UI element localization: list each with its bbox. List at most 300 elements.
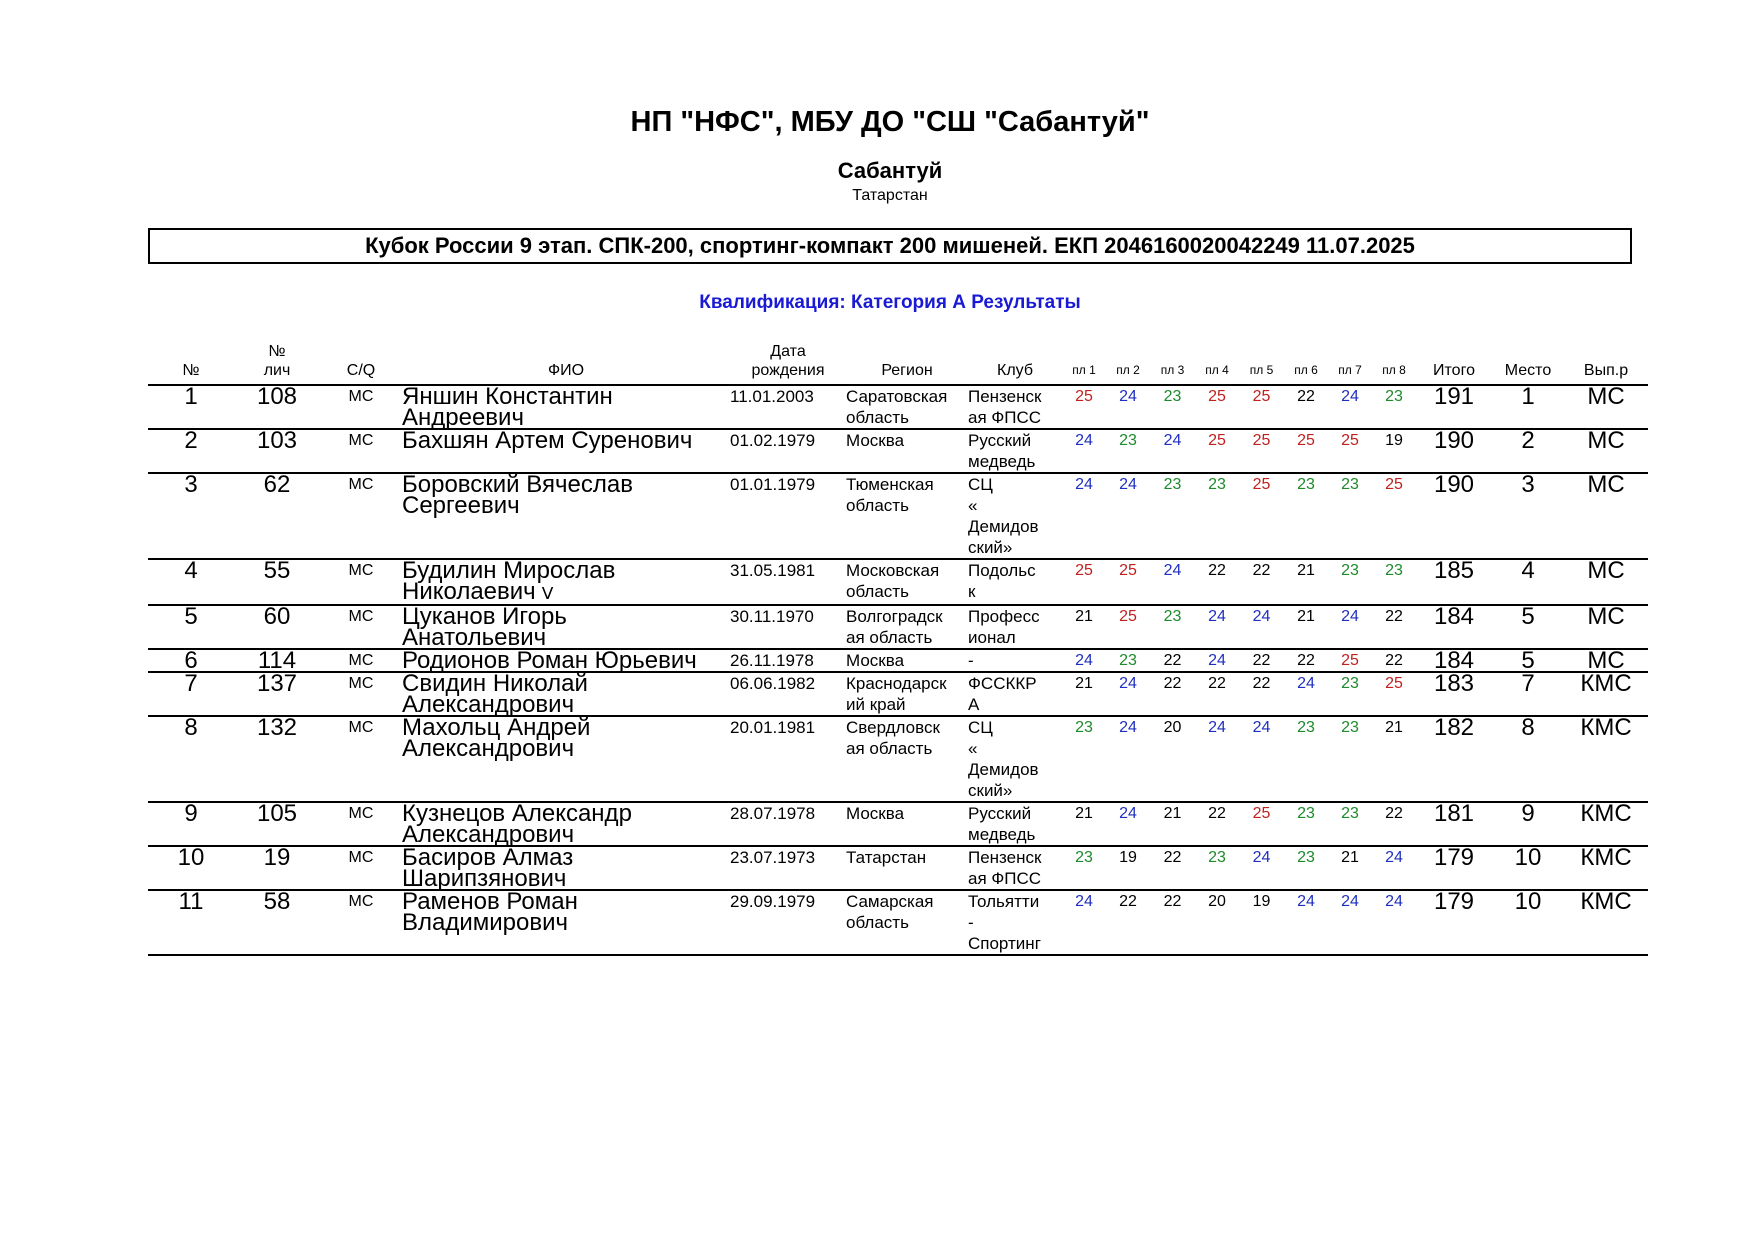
cell-score-pl4: 25	[1195, 385, 1239, 429]
region-line: область	[846, 496, 909, 515]
club-line: -	[968, 651, 974, 670]
cell-lic: 103	[234, 429, 320, 473]
fio-line1: Басиров Алмаз	[402, 844, 574, 871]
club-line: Демидов	[968, 760, 1039, 779]
table-header-row	[148, 342, 1648, 385]
cell-score-pl4: 22	[1195, 802, 1239, 846]
cell-region	[846, 890, 968, 955]
cell-region	[846, 429, 968, 473]
cell-score-pl2: 22	[1106, 890, 1150, 955]
cell-score-pl3: 22	[1150, 649, 1195, 672]
region-line: Москва	[846, 804, 905, 823]
cell-score-pl4: 22	[1195, 559, 1239, 605]
region-line: Тюменская	[846, 475, 934, 494]
cell-region	[846, 385, 968, 429]
fio-line2: Александрович	[402, 691, 575, 718]
event-title-box	[148, 228, 1632, 264]
cell-cq: МС	[320, 605, 402, 649]
cell-region	[846, 559, 968, 605]
cell-num: 7	[148, 672, 234, 716]
cell-score-pl8: 23	[1372, 385, 1416, 429]
cell-score-pl6: 25	[1284, 429, 1328, 473]
fio-line2: Андреевич	[402, 404, 524, 431]
col-pl2-header: пл 2	[1106, 342, 1150, 385]
cell-score-pl5: 25	[1239, 385, 1284, 429]
cell-num: 4	[148, 559, 234, 605]
cell-dob: 29.09.1979	[730, 890, 846, 955]
club-line: к	[968, 582, 976, 601]
col-dob-header-line1: Дата	[770, 343, 806, 360]
fio-line2: Николаевич	[402, 578, 536, 605]
fio-line2: Александрович	[402, 735, 575, 762]
cell-score-pl3: 23	[1150, 473, 1195, 559]
cell-score-pl7: 25	[1328, 429, 1372, 473]
cell-score-pl3: 24	[1150, 559, 1195, 605]
club-line: ФССККР	[968, 674, 1037, 693]
table-row	[148, 473, 1648, 559]
cell-score-pl5: 19	[1239, 890, 1284, 955]
cell-club	[968, 890, 1062, 955]
region-line: Московская	[846, 561, 940, 580]
cell-score-pl5: 24	[1239, 846, 1284, 890]
cell-region	[846, 605, 968, 649]
cell-rank: МС	[1564, 559, 1648, 605]
table-row	[148, 605, 1648, 649]
col-fio-header: ФИО	[402, 342, 730, 385]
fio-line1: Яншин Константин	[402, 383, 613, 410]
cell-cq: МС	[320, 559, 402, 605]
cell-club	[968, 385, 1062, 429]
cell-score-pl4: 24	[1195, 649, 1239, 672]
col-cq-header: C/Q	[320, 342, 402, 385]
cell-rank: КМС	[1564, 846, 1648, 890]
col-rank-header: Вып.р	[1564, 342, 1648, 385]
fio-line1: Свидин Николай	[402, 670, 588, 697]
region-line: Краснодарск	[846, 674, 947, 693]
cell-score-pl1: 24	[1062, 429, 1106, 473]
cell-cq: МС	[320, 649, 402, 672]
fio-line1: Будилин Мирослав	[402, 557, 616, 584]
cell-club	[968, 649, 1062, 672]
fio-line2: Сергеевич	[402, 492, 520, 519]
cell-score-pl7: 23	[1328, 473, 1372, 559]
fio-line1: Боровский Вячеслав	[402, 471, 633, 498]
cell-score-pl1: 21	[1062, 605, 1106, 649]
region-line: Свердловск	[846, 718, 940, 737]
col-pl7-header: пл 7	[1328, 342, 1372, 385]
cell-score-pl8: 22	[1372, 649, 1416, 672]
cell-score-pl2: 23	[1106, 429, 1150, 473]
cell-score-pl7: 21	[1328, 846, 1372, 890]
club-line: -	[968, 913, 974, 932]
cell-score-pl8: 23	[1372, 559, 1416, 605]
cell-region	[846, 716, 968, 802]
cell-total: 190	[1416, 429, 1492, 473]
cell-score-pl2: 24	[1106, 672, 1150, 716]
cell-score-pl6: 21	[1284, 559, 1328, 605]
cell-rank: КМС	[1564, 890, 1648, 955]
fio-line2: Владимирович	[402, 909, 569, 936]
cell-place: 7	[1492, 672, 1564, 716]
cell-club	[968, 802, 1062, 846]
cell-score-pl1: 23	[1062, 716, 1106, 802]
cell-lic: 55	[234, 559, 320, 605]
cell-score-pl5: 25	[1239, 802, 1284, 846]
venue-region: Татарстан	[852, 187, 928, 204]
cell-club	[968, 672, 1062, 716]
cell-cq: МС	[320, 429, 402, 473]
region-line: ий край	[846, 695, 906, 714]
cell-score-pl3: 20	[1150, 716, 1195, 802]
table-row	[148, 672, 1648, 716]
club-line: ая ФПСС	[968, 869, 1042, 888]
cell-fio	[402, 672, 730, 716]
table-row	[148, 649, 1648, 672]
cell-num: 8	[148, 716, 234, 802]
cell-score-pl8: 22	[1372, 802, 1416, 846]
region-line: Волгоградск	[846, 607, 943, 626]
cell-score-pl6: 23	[1284, 473, 1328, 559]
col-pl8-header: пл 8	[1372, 342, 1416, 385]
cell-score-pl6: 22	[1284, 385, 1328, 429]
event-title: Кубок России 9 этап. СПК-200, спортинг-компакт 200 мишеней. ЕКП 2046160020042249 11.07.2025	[365, 233, 1415, 258]
cell-score-pl1: 24	[1062, 890, 1106, 955]
region-line: Москва	[846, 431, 905, 450]
organization-title: НП "НФС", МБУ ДО "СШ "Сабантуй"	[630, 106, 1150, 138]
club-line: медведь	[968, 825, 1036, 844]
fio-line2: Анатольевич	[402, 624, 547, 651]
cell-place: 10	[1492, 890, 1564, 955]
cell-place: 2	[1492, 429, 1564, 473]
cell-num: 2	[148, 429, 234, 473]
cell-total: 182	[1416, 716, 1492, 802]
fio-line2: Шарипзянович	[402, 865, 567, 892]
cell-rank: МС	[1564, 649, 1648, 672]
cell-score-pl2: 24	[1106, 385, 1150, 429]
cell-lic: 62	[234, 473, 320, 559]
col-pl5-header: пл 5	[1239, 342, 1284, 385]
cell-rank: МС	[1564, 473, 1648, 559]
cell-score-pl2: 24	[1106, 802, 1150, 846]
cell-num: 1	[148, 385, 234, 429]
cell-score-pl5: 24	[1239, 605, 1284, 649]
cell-score-pl4: 22	[1195, 672, 1239, 716]
cell-region	[846, 846, 968, 890]
club-line: А	[968, 695, 980, 714]
fio-line1: Бахшян Артем Суренович	[402, 427, 693, 454]
cell-club	[968, 559, 1062, 605]
cell-score-pl2: 25	[1106, 605, 1150, 649]
cell-rank: МС	[1564, 605, 1648, 649]
cell-score-pl8: 21	[1372, 716, 1416, 802]
region-line: область	[846, 913, 909, 932]
club-line: Пензенск	[968, 848, 1042, 867]
fio-line1: Цуканов Игорь	[402, 603, 567, 630]
col-num-header: №	[148, 342, 234, 385]
cell-total: 191	[1416, 385, 1492, 429]
col-lic-header-line2: лич	[263, 362, 291, 379]
cell-score-pl3: 22	[1150, 672, 1195, 716]
cell-score-pl7: 23	[1328, 559, 1372, 605]
cell-lic: 114	[234, 649, 320, 672]
club-line: ая ФПСС	[968, 408, 1042, 427]
venue-title: Сабантуй	[837, 158, 943, 183]
cell-fio	[402, 716, 730, 802]
cell-total: 183	[1416, 672, 1492, 716]
cell-lic: 108	[234, 385, 320, 429]
cell-rank: МС	[1564, 385, 1648, 429]
col-pl1-header: пл 1	[1062, 342, 1106, 385]
cell-dob: 01.02.1979	[730, 429, 846, 473]
cell-lic: 105	[234, 802, 320, 846]
cell-dob: 06.06.1982	[730, 672, 846, 716]
cell-total: 185	[1416, 559, 1492, 605]
cell-num: 11	[148, 890, 234, 955]
cell-score-pl7: 25	[1328, 649, 1372, 672]
cell-score-pl8: 24	[1372, 890, 1416, 955]
table-row	[148, 716, 1648, 802]
region-line: Татарстан	[846, 848, 927, 867]
cell-fio	[402, 385, 730, 429]
cell-cq: МС	[320, 716, 402, 802]
cell-lic: 58	[234, 890, 320, 955]
col-lic-header	[234, 342, 320, 385]
cell-dob: 26.11.1978	[730, 649, 846, 672]
col-pl4-header: пл 4	[1195, 342, 1239, 385]
cell-dob: 28.07.1978	[730, 802, 846, 846]
cell-score-pl3: 22	[1150, 846, 1195, 890]
fio-line2: Александрович	[402, 821, 575, 848]
region-line: Москва	[846, 651, 905, 670]
cell-dob: 11.01.2003	[730, 385, 846, 429]
cell-score-pl1: 25	[1062, 385, 1106, 429]
table-row	[148, 559, 1648, 605]
cell-fio	[402, 802, 730, 846]
cell-num: 6	[148, 649, 234, 672]
cell-score-pl5: 25	[1239, 429, 1284, 473]
cell-place: 5	[1492, 605, 1564, 649]
cell-score-pl3: 24	[1150, 429, 1195, 473]
results-subtitle: Квалификация: Категория А Результаты	[699, 292, 1081, 313]
cell-region	[846, 473, 968, 559]
region-line: ая область	[846, 628, 933, 647]
cell-num: 10	[148, 846, 234, 890]
cell-score-pl8: 25	[1372, 672, 1416, 716]
club-line: Русский	[968, 431, 1032, 450]
cell-lic: 137	[234, 672, 320, 716]
cell-score-pl4: 24	[1195, 605, 1239, 649]
cell-total: 181	[1416, 802, 1492, 846]
cell-rank: КМС	[1564, 672, 1648, 716]
cell-lic: 132	[234, 716, 320, 802]
cell-place: 3	[1492, 473, 1564, 559]
cell-score-pl3: 23	[1150, 385, 1195, 429]
cell-score-pl8: 22	[1372, 605, 1416, 649]
table-row	[148, 890, 1648, 955]
table-row	[148, 802, 1648, 846]
col-region-header: Регион	[846, 342, 968, 385]
club-line: Подольс	[968, 561, 1036, 580]
col-lic-header-line1: №	[268, 343, 286, 360]
cell-place: 9	[1492, 802, 1564, 846]
cell-num: 9	[148, 802, 234, 846]
cell-fio	[402, 846, 730, 890]
cell-score-pl1: 21	[1062, 802, 1106, 846]
cell-region	[846, 672, 968, 716]
region-line: ая область	[846, 739, 933, 758]
region-line: Самарская	[846, 892, 934, 911]
cell-score-pl4: 25	[1195, 429, 1239, 473]
cell-fio	[402, 429, 730, 473]
cell-score-pl6: 21	[1284, 605, 1328, 649]
cell-score-pl1: 23	[1062, 846, 1106, 890]
cell-score-pl7: 24	[1328, 385, 1372, 429]
cell-dob: 30.11.1970	[730, 605, 846, 649]
cell-score-pl5: 24	[1239, 716, 1284, 802]
table-row	[148, 846, 1648, 890]
cell-cq: МС	[320, 672, 402, 716]
cell-score-pl5: 22	[1239, 649, 1284, 672]
cell-score-pl2: 24	[1106, 473, 1150, 559]
cell-cq: МС	[320, 890, 402, 955]
cell-place: 5	[1492, 649, 1564, 672]
cell-club	[968, 605, 1062, 649]
fio-mark: ᐯ	[541, 584, 554, 603]
cell-score-pl7: 24	[1328, 890, 1372, 955]
col-club-header: Клуб	[968, 342, 1062, 385]
cell-score-pl4: 23	[1195, 846, 1239, 890]
cell-cq: МС	[320, 846, 402, 890]
cell-score-pl1: 24	[1062, 473, 1106, 559]
fio-line1: Раменов Роман	[402, 888, 578, 915]
cell-score-pl2: 19	[1106, 846, 1150, 890]
col-pl6-header: пл 6	[1284, 342, 1328, 385]
cell-score-pl8: 24	[1372, 846, 1416, 890]
cell-score-pl7: 24	[1328, 605, 1372, 649]
cell-score-pl5: 22	[1239, 672, 1284, 716]
cell-score-pl3: 23	[1150, 605, 1195, 649]
cell-cq: МС	[320, 473, 402, 559]
club-line: СЦ	[968, 475, 993, 494]
results-table	[148, 342, 1648, 956]
cell-total: 190	[1416, 473, 1492, 559]
club-line: ский»	[968, 781, 1013, 800]
cell-rank: КМС	[1564, 716, 1648, 802]
cell-score-pl3: 21	[1150, 802, 1195, 846]
club-line: «	[968, 496, 978, 515]
cell-club	[968, 716, 1062, 802]
cell-rank: МС	[1564, 429, 1648, 473]
cell-score-pl6: 23	[1284, 846, 1328, 890]
club-line: Професс	[968, 607, 1040, 626]
fio-line1: Кузнецов Александр	[402, 800, 632, 827]
cell-score-pl4: 24	[1195, 716, 1239, 802]
cell-dob: 20.01.1981	[730, 716, 846, 802]
cell-fio	[402, 473, 730, 559]
cell-total: 179	[1416, 846, 1492, 890]
col-pl3-header: пл 3	[1150, 342, 1195, 385]
table-row	[148, 385, 1648, 429]
col-place-header: Место	[1492, 342, 1564, 385]
cell-score-pl6: 23	[1284, 802, 1328, 846]
col-dob-header-line2: рождения	[751, 362, 825, 379]
cell-num: 5	[148, 605, 234, 649]
region-line: Саратовская	[846, 387, 948, 406]
cell-place: 10	[1492, 846, 1564, 890]
club-line: Тольятти	[968, 892, 1040, 911]
cell-place: 4	[1492, 559, 1564, 605]
cell-score-pl7: 23	[1328, 716, 1372, 802]
table-row	[148, 429, 1648, 473]
cell-lic: 19	[234, 846, 320, 890]
cell-fio	[402, 890, 730, 955]
cell-dob: 23.07.1973	[730, 846, 846, 890]
cell-score-pl8: 25	[1372, 473, 1416, 559]
col-total-header: Итого	[1416, 342, 1492, 385]
cell-score-pl2: 25	[1106, 559, 1150, 605]
cell-club	[968, 846, 1062, 890]
results-body	[148, 385, 1648, 955]
cell-score-pl4: 23	[1195, 473, 1239, 559]
cell-num: 3	[148, 473, 234, 559]
cell-rank: КМС	[1564, 802, 1648, 846]
region-line: область	[846, 408, 909, 427]
cell-total: 184	[1416, 605, 1492, 649]
cell-score-pl2: 23	[1106, 649, 1150, 672]
cell-score-pl6: 24	[1284, 672, 1328, 716]
cell-score-pl1: 21	[1062, 672, 1106, 716]
region-line: область	[846, 582, 909, 601]
cell-score-pl1: 24	[1062, 649, 1106, 672]
club-line: медведь	[968, 452, 1036, 471]
club-line: СЦ	[968, 718, 993, 737]
cell-fio	[402, 605, 730, 649]
club-line: ский»	[968, 538, 1013, 557]
fio-line1: Махольц Андрей	[402, 714, 591, 741]
cell-score-pl6: 22	[1284, 649, 1328, 672]
cell-region	[846, 649, 968, 672]
cell-place: 8	[1492, 716, 1564, 802]
cell-score-pl7: 23	[1328, 802, 1372, 846]
cell-dob: 31.05.1981	[730, 559, 846, 605]
club-line: «	[968, 739, 978, 758]
cell-lic: 60	[234, 605, 320, 649]
club-line: Демидов	[968, 517, 1039, 536]
club-line: Спортинг	[968, 934, 1041, 953]
cell-score-pl8: 19	[1372, 429, 1416, 473]
cell-score-pl2: 24	[1106, 716, 1150, 802]
col-dob-header	[730, 342, 846, 385]
club-line: Русский	[968, 804, 1032, 823]
cell-club	[968, 473, 1062, 559]
cell-fio	[402, 559, 730, 605]
club-line: Пензенск	[968, 387, 1042, 406]
fio-line1: Родионов Роман Юрьевич	[402, 647, 697, 674]
cell-dob: 01.01.1979	[730, 473, 846, 559]
cell-score-pl5: 25	[1239, 473, 1284, 559]
cell-cq: МС	[320, 385, 402, 429]
cell-place: 1	[1492, 385, 1564, 429]
cell-score-pl6: 24	[1284, 890, 1328, 955]
cell-cq: МС	[320, 802, 402, 846]
cell-total: 179	[1416, 890, 1492, 955]
cell-total: 184	[1416, 649, 1492, 672]
club-line: ионал	[968, 628, 1016, 647]
cell-score-pl3: 22	[1150, 890, 1195, 955]
cell-score-pl6: 23	[1284, 716, 1328, 802]
cell-score-pl4: 20	[1195, 890, 1239, 955]
cell-region	[846, 802, 968, 846]
